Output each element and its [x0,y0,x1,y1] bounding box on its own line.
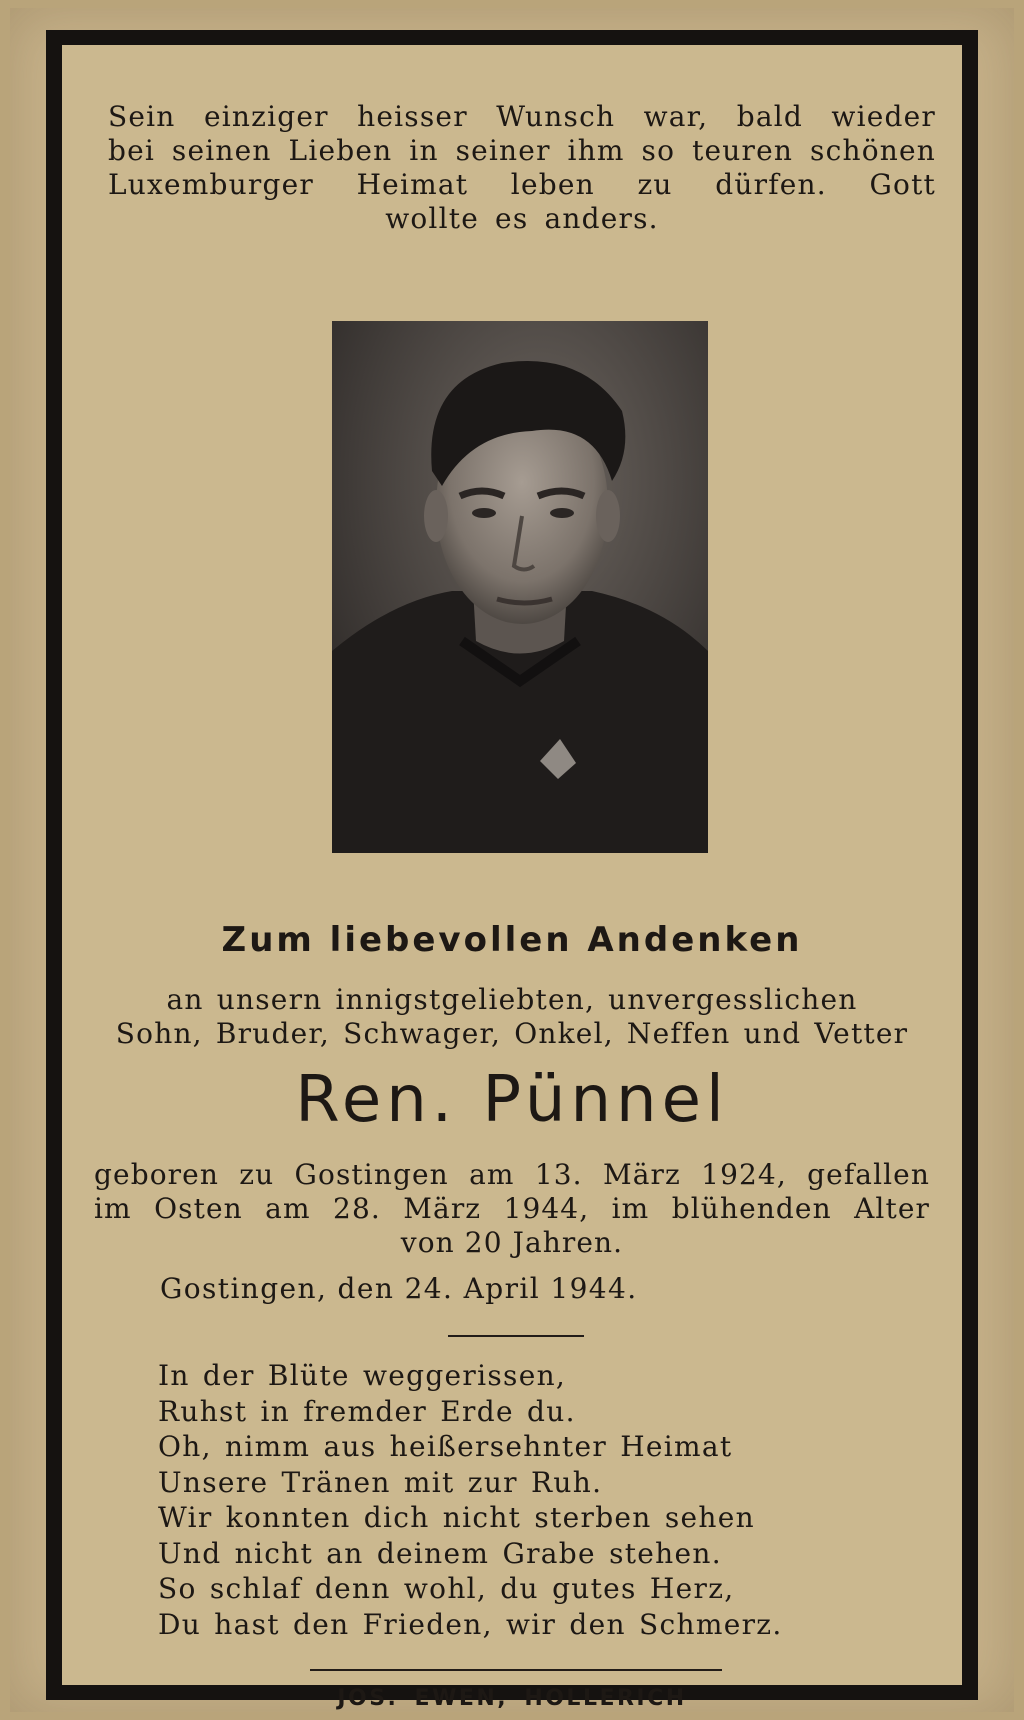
poem-line: Du hast den Frieden, wir den Schmerz. [158,1607,783,1641]
intro-line: Sein einziger heisser Wunsch war, bald wieder [108,100,936,133]
memorial-heading: Zum liebevollen Andenken [221,920,803,960]
poem-line: So schlaf denn wohl, du gutes Herz, [158,1572,735,1605]
card-content [62,45,962,1711]
divider [310,1669,722,1671]
poem-line: Ruhst in fremder Erde du. [158,1394,576,1428]
poem-line: Unsere Tränen mit zur Ruh. [158,1465,603,1499]
intro-line: wollte es anders. [385,202,659,235]
intro-line: Luxemburger Heimat leben zu dürfen. Gott [108,168,936,201]
relation-line: an unsern innigstgeliebten, unvergesslichen [166,983,858,1016]
poem-line: Und nicht an deinem Grabe stehen. [158,1536,722,1570]
life-dates-text [94,1158,930,1260]
life-dates-line: im Osten am 28. März 1944, im blühenden Alter [94,1192,930,1225]
poem [158,1358,783,1642]
life-dates-line: geboren zu Gostingen am 13. März 1924, gefallen [94,1158,930,1191]
relation-line: Sohn, Bruder, Schwager, Onkel, Neffen und Vetter [115,1017,909,1050]
life-dates-line: von 20 Jahren. [400,1226,624,1259]
printer-imprint: JOS. EWEN, HOLLERICH [337,1686,687,1711]
poem-line: Oh, nimm aus heißersehnter Heimat [158,1430,733,1463]
relation-text [102,983,922,1051]
portrait-photo [332,321,708,853]
intro-text [108,100,936,236]
poem-line: Wir konnten dich nicht sterben sehen [158,1501,755,1534]
mourning-border [46,30,978,1711]
divider [448,1335,584,1337]
place-date: Gostingen, den 24. April 1944. [160,1272,638,1305]
poem-line: In der Blüte weggerissen, [158,1359,567,1392]
memorial-card [10,8,1014,1712]
deceased-name: Ren. Pünnel [295,1063,729,1137]
intro-line: bei seinen Lieben in seiner ihm so teuren schönen [108,134,936,167]
